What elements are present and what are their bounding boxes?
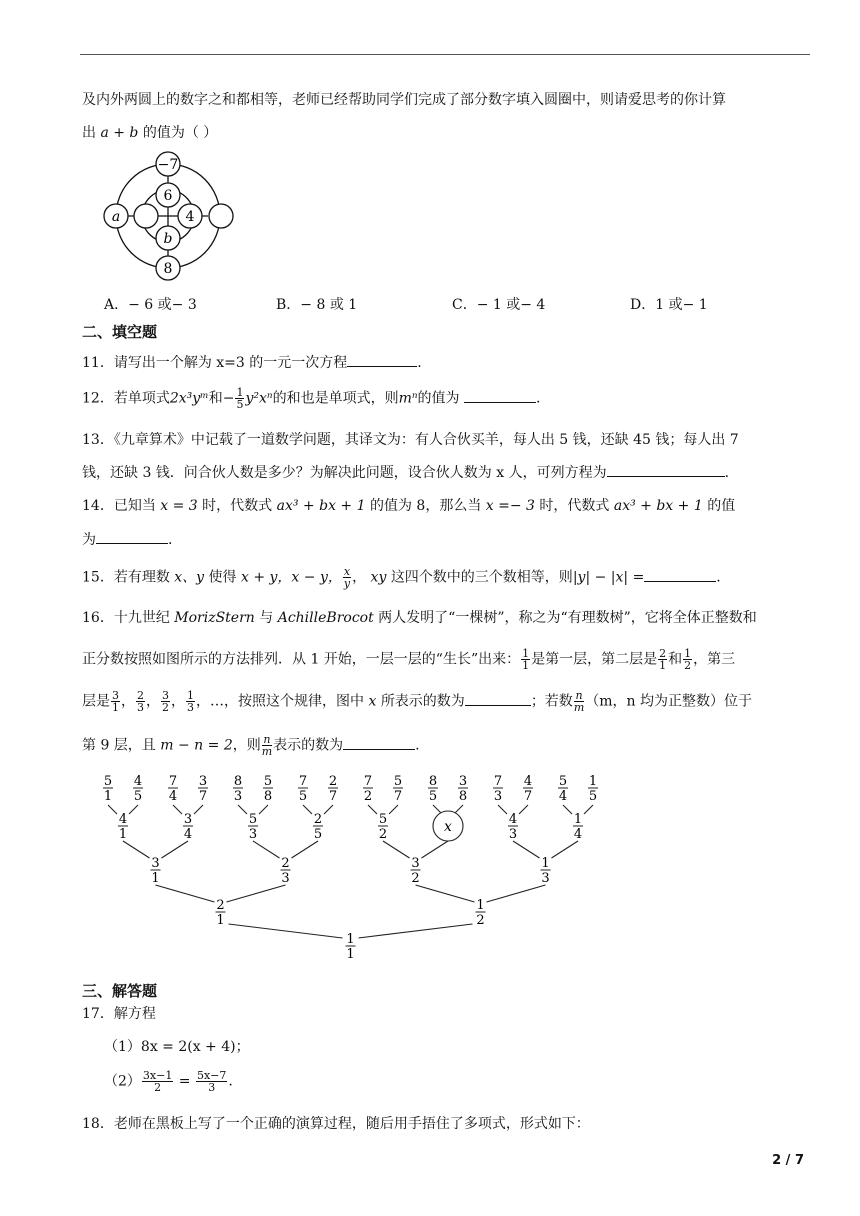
tree-edge [498, 805, 507, 814]
tree-leaf-num: 5 [263, 774, 273, 789]
tree-edge [253, 841, 280, 858]
tree-l4-den: 3 [248, 827, 258, 842]
tree-l3-num: 2 [281, 856, 290, 871]
tree-l4-num: 5 [248, 812, 258, 827]
tree-l3-num: 3 [151, 856, 160, 871]
tree-edge [552, 841, 579, 858]
rational-tree-figure [90, 774, 620, 966]
tree-leaf-den: 8 [458, 789, 468, 804]
tree-edge [108, 805, 117, 814]
section-fill-blank: 二、填空题 [82, 323, 158, 341]
tree-edge [292, 841, 319, 858]
q12: 12．若单项式2x³yᵐ和− $\frac{1}{5}$ y²xⁿ的和也是单项式，则mⁿ的值为 . [82, 386, 541, 411]
tree-leaf-num: 5 [558, 774, 568, 789]
option-b[interactable]: B．− 8 或 1 [276, 297, 358, 313]
tree-edge [238, 805, 247, 814]
section-solve: 三、解答题 [82, 982, 158, 1000]
tree-leaf-den: 8 [263, 789, 273, 804]
tree-edge [513, 841, 540, 858]
tree-leaf-num: 7 [168, 774, 178, 789]
circle-figure [98, 150, 243, 282]
tree-edge [229, 924, 343, 938]
tree-edge [129, 805, 138, 814]
tree-leaf-den: 2 [363, 789, 373, 804]
tree-l4-den: 1 [118, 827, 128, 842]
tree-l3-den: 2 [411, 871, 420, 886]
tree-leaf-den: 4 [558, 789, 568, 804]
tree-leaf-den: 1 [103, 789, 113, 804]
tree-l3-den: 3 [541, 871, 550, 886]
tree-edge [359, 924, 473, 938]
tree-leaf-num: 1 [588, 774, 598, 789]
tree-leaf-num: 4 [523, 774, 533, 789]
tree-leaf-den: 5 [133, 789, 143, 804]
fig-4: 4 [185, 209, 195, 225]
tree-edge [422, 841, 449, 858]
q16-line3: 层是 $\frac{3}{1}$ ， $\frac{2}{3}$ ， $\frac{3}{2}$ ， $\frac{1}{3}$ ，…，按照这个规律，图中 x 所表示的数为 ；若数 $\frac{n}{m}$ （m，n 均为正整数）位于 [82, 689, 752, 714]
page-number: 2 / 7 [772, 1153, 804, 1168]
fig-b: b [163, 231, 173, 247]
tree-x-label: x [444, 819, 452, 835]
tree-leaf-den: 4 [168, 789, 178, 804]
q16-line2: 正分数按照如图所示的方法排列．从 1 开始，一层一层的“生长”出来： $\frac{1}{1}$ 是第一层，第二层是 $\frac{2}{1}$ 和 $\frac{1}{2}$ ，第三 [82, 647, 736, 672]
tree-edge [303, 805, 312, 814]
tree-l3-den: 3 [281, 871, 290, 886]
tree-l4-num: 5 [378, 812, 388, 827]
q16-line4: 第 9 层，且 m − n = 2，则 $\frac{n}{m}$ 表示的数为 . [82, 733, 420, 758]
tree-l3-num: 1 [541, 856, 550, 871]
tree-root-num: 1 [346, 932, 355, 947]
tree-leaf-den: 3 [493, 789, 503, 804]
q10-line1: 及内外两圆上的数字之和都相等，老师已经帮助同学们完成了部分数字填入圆圈中，则请爱思考的你计算 [82, 92, 726, 108]
tree-edge [389, 805, 398, 814]
tree-l2-den: 2 [476, 913, 485, 928]
header-rule [80, 54, 810, 55]
tree-edge [584, 805, 593, 814]
tree-l3-num: 3 [411, 856, 420, 871]
tree-l4-den: 2 [378, 827, 388, 842]
tree-leaf-den: 7 [393, 789, 403, 804]
q16-line1: 16．十九世纪 MorizStern 与 AchilleBrocot 两人发明了“一棵树”，称之为“有理数树”，它将全体正整数和 [82, 610, 757, 626]
q14-line1: 14．已知当 x = 3 时，代数式 ax³ + bx + 1 的值为 8，那么当 x =− 3 时，代数式 ax³ + bx + 1 的值 [82, 498, 736, 514]
tree-leaf-num: 7 [493, 774, 503, 789]
tree-leaf-num: 3 [458, 774, 468, 789]
tree-leaf-den: 7 [328, 789, 338, 804]
tree-leaf-num: 8 [428, 774, 438, 789]
tree-l4-num: 1 [573, 812, 583, 827]
tree-l4-num: 4 [508, 812, 518, 827]
q17-part1: （1）8x = 2(x + 4)； [104, 1039, 250, 1055]
option-d[interactable]: D．1 或− 1 [630, 297, 708, 313]
tree-leaf-den: 5 [588, 789, 598, 804]
tree-edge [383, 841, 410, 858]
tree-leaf-num: 5 [393, 774, 403, 789]
q17-title: 17．解方程 [82, 1006, 156, 1022]
tree-edge [259, 805, 268, 814]
tree-edge [519, 805, 528, 814]
tree-edge [227, 885, 286, 902]
tree-l4-den: 5 [313, 827, 323, 842]
q17-part2: （2） $\frac{3x-1}{2}$ = $\frac{5x-7}{3}$ . [104, 1069, 233, 1094]
tree-edge [416, 885, 475, 902]
q11: 11．请写出一个解为 x=3 的一元一次方程 . [82, 352, 422, 373]
tree-leaf-num: 8 [233, 774, 243, 789]
tree-l2-den: 1 [216, 913, 225, 928]
tree-l4-num: 2 [313, 812, 323, 827]
option-c[interactable]: C．− 1 或− 4 [452, 297, 546, 313]
tree-leaf-den: 7 [198, 789, 208, 804]
tree-edge [324, 805, 333, 814]
fig-8: 8 [163, 261, 173, 277]
fig-a: a [111, 209, 121, 225]
tree-l2-num: 2 [216, 898, 225, 913]
tree-edge [123, 841, 150, 858]
tree-leaf-num: 5 [103, 774, 113, 789]
q15: 15．若有理数 x、y 使得 x + y，x − y， $\frac{x}{y}$ ， xy 这四个数中的三个数相等，则|y| − |x| = . [82, 565, 721, 590]
tree-edge [194, 805, 203, 814]
tree-leaf-den: 3 [233, 789, 243, 804]
option-a[interactable]: A．− 6 或− 3 [104, 297, 197, 313]
tree-edge [368, 805, 377, 814]
fig-top: −7 [157, 157, 179, 173]
tree-l2-num: 1 [476, 898, 485, 913]
tree-leaf-den: 5 [298, 789, 308, 804]
tree-edge [563, 805, 572, 814]
tree-leaf-num: 3 [198, 774, 208, 789]
tree-edge [173, 805, 182, 814]
tree-leaf-num: 4 [133, 774, 143, 789]
tree-edge [487, 885, 546, 902]
tree-l3-den: 1 [151, 871, 160, 886]
tree-leaf-den: 7 [523, 789, 533, 804]
q13-line1: 13．《九章算术》中记载了一道数学问题，其译文为：有人合伙买羊，每人出 5 钱，还缺 45 钱；每人出 7 [82, 432, 739, 448]
tree-l4-den: 4 [183, 827, 193, 842]
q10-line2: 出 a + b 的值为（ ） [82, 125, 218, 141]
tree-root-den: 1 [346, 947, 355, 962]
q18: 18．老师在黑板上写了一个正确的演算过程，随后用手捂住了多项式，形式如下： [82, 1116, 590, 1132]
tree-leaf-den: 5 [428, 789, 438, 804]
tree-l4-num: 3 [183, 812, 193, 827]
tree-l4-num: 4 [118, 812, 128, 827]
tree-edge [162, 841, 189, 858]
tree-l4-den: 3 [508, 827, 518, 842]
q13-line2: 钱，还缺 3 钱．问合伙人数是多少？为解决此问题，设合伙人数为 x 人，可列方程为 . [82, 462, 729, 483]
tree-leaf-num: 7 [298, 774, 308, 789]
tree-leaf-num: 7 [363, 774, 373, 789]
fig-6: 6 [163, 188, 173, 204]
q14-line2: 为 . [82, 529, 172, 550]
tree-leaf-num: 2 [328, 774, 338, 789]
tree-l4-den: 4 [573, 827, 583, 842]
tree-edge [156, 885, 215, 902]
